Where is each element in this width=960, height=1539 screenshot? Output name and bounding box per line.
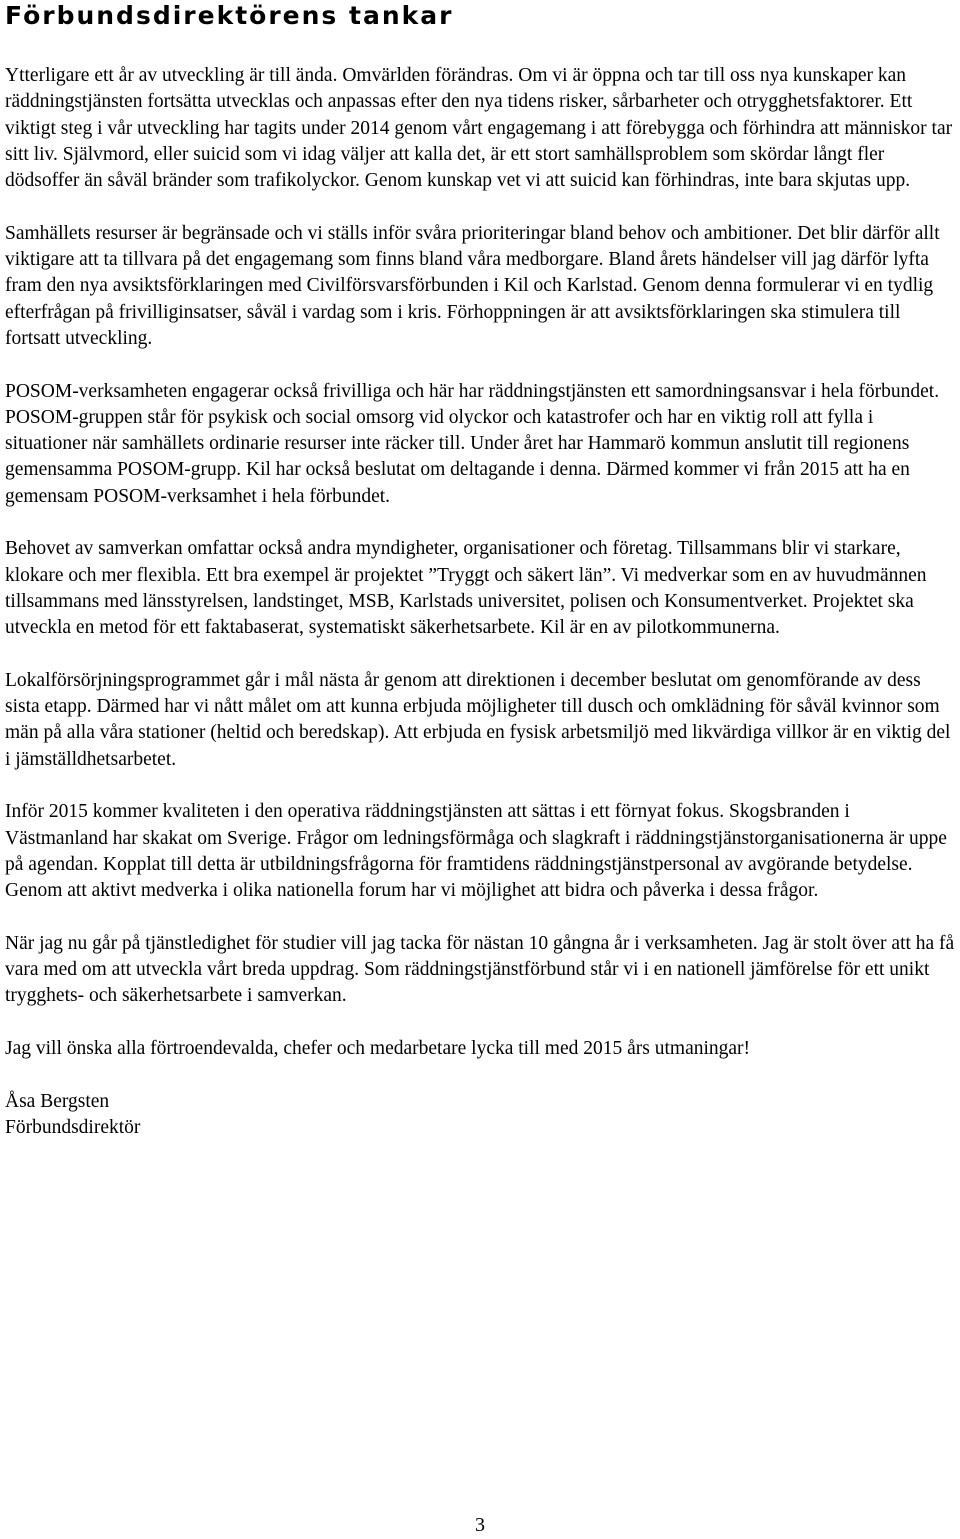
paragraph-wishes: Jag vill önska alla förtroendevalda, chefer och medarbetare lycka till med 2015 års utmaningar! bbox=[5, 1037, 751, 1059]
signature-name: Åsa Bergsten bbox=[5, 1090, 110, 1112]
paragraph-intro: Ytterligare ett år av utveckling är till ända. Omvärlden förändras. Om vi är öppna och tar till oss nya kunskaper kan räddningstjänsten fortsätta utvecklas och anpassas efter den nya tidens risker, sårbarheter och otrygghetsfaktorer. Ett viktigt steg i vår utveckling har tagits under 2014 genom vårt engagemang i att förebygga och förhindra att människor tar sitt liv. Självmord, eller suicid som vi idag väljer att kalla det, är ett stort samhällsproblem som skördar långt fler dödsoffer än såväl bränder som trafikolyckor. Genom kunskap vet vi att suicid kan förhindras, inte bara skjutas upp. bbox=[5, 65, 953, 192]
paragraph-posom: POSOM-verksamheten engagerar också frivilliga och här har räddningstjänsten ett samordningsansvar i hela förbundet. POSOM-gruppen står för psykisk och social omsorg vid olyckor och katastrofer och har en viktig roll att fylla i situationer när samhällets ordinarie resurser inte räcker till. Under året har Hammarö kommun anslutit till regionens gemensamma POSOM-grupp. Kil har också beslutat om deltagande i denna. Därmed kommer vi från 2015 att ha en gemensam POSOM-verksamhet i hela förbundet. bbox=[5, 380, 940, 507]
page-number: 3 bbox=[475, 1514, 485, 1536]
paragraph-farewell: När jag nu går på tjänstledighet för studier vill jag tacka för nästan 10 gångna år i verksamheten. Jag är stolt över att ha få vara med om att utveckla vårt breda uppdrag. Som räddningstjänstförbund står vi i en nationell jämförelse för ett unikt trygghets- och säkerhetsarbete i samverkan. bbox=[5, 932, 955, 1007]
paragraph-resources: Samhällets resurser är begränsade och vi ställs inför svåra prioriteringar bland behov och ambitioner. Det blir därför allt viktigare att ta tillvara på det engagemang som finns bland våra medborgare. Bland årets händelser vill jag därför lyfta fram den nya avsiktsförklaringen med Civilförsvarsförbunden i Kil och Karlstad. Genom denna formulerar vi en tydlig efterfrågan på frivilliginsatser, såväl i vardag som i kris. Förhoppningen är att avsiktsförklaringen ska stimulera till fortsatt utveckling. bbox=[5, 222, 940, 349]
page-title: Förbundsdirektörens tankar bbox=[5, 1, 454, 30]
paragraph-operations: Inför 2015 kommer kvaliteten i den operativa räddningstjänsten att sättas i ett förnyat fokus. Skogsbranden i Västmanland har skakat om Sverige. Frågor om ledningsförmåga och slagkraft i räddningstjänstorganisationerna är uppe på agendan. Kopplat till detta är utbildningsfrågorna för framtidens räddningstjänstpersonal av avgörande betydelse. Genom att aktivt medverka i olika nationella forum har vi möjlighet att bidra och påverka i dessa frågor. bbox=[5, 801, 947, 902]
document-page bbox=[5, 0, 957, 1141]
signature-block bbox=[5, 1089, 957, 1142]
paragraph-facilities: Lokalförsörjningsprogrammet går i mål nästa år genom att direktionen i december beslutat om genomförande av dess sista etapp. Därmed har vi nått målet om att kunna erbjuda möjligheter till dusch och omklädning för såväl kvinnor som män på alla våra stationer (heltid och beredskap). Att erbjuda en fysisk arbetsmiljö med likvärdiga villkor är en viktig del i jämställdhetsarbetet. bbox=[5, 669, 951, 770]
paragraph-collaboration: Behovet av samverkan omfattar också andra myndigheter, organisationer och företag. Tillsammans blir vi starkare, klokare och mer flexibla. Ett bra exempel är projektet ”Tryggt och säkert län”. Vi medverkar som en av huvudmännen tillsammans med länsstyrelsen, landstinget, MSB, Karlstads universitet, polisen och Konsumentverket. Projektet ska utveckla en metod för ett faktabaserat, systematiskt säkerhetsarbete. Kil är en av pilotkommunerna. bbox=[5, 538, 927, 639]
signature-role: Förbundsdirektör bbox=[5, 1116, 141, 1138]
